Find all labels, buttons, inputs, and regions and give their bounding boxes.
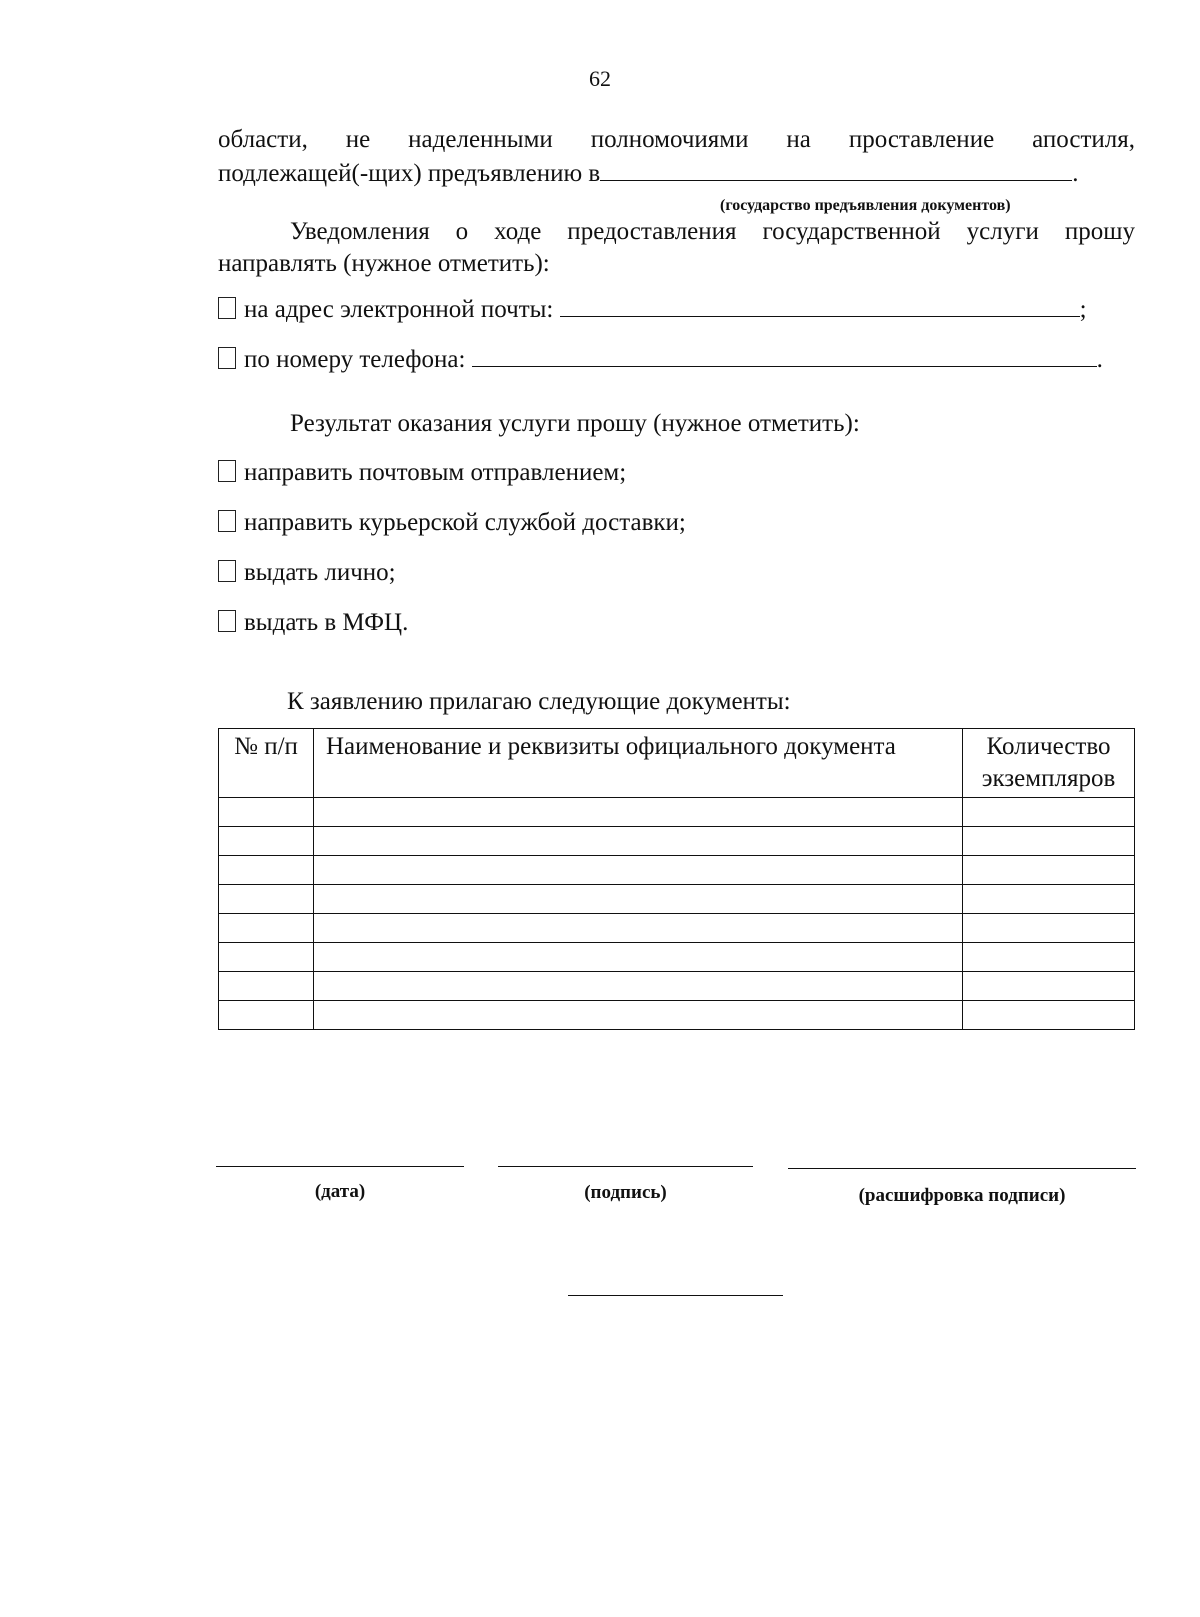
number-cell[interactable] [219, 972, 314, 1001]
result-mfc-label: выдать в МФЦ. [244, 609, 409, 636]
documents-table [218, 728, 1135, 1030]
result-personal-label: выдать лично; [244, 559, 396, 586]
notifications-line-2: направлять (нужное отметить): [218, 250, 550, 277]
table-row [219, 885, 1135, 914]
name-cell[interactable] [314, 856, 963, 885]
result-personal-checkbox[interactable] [218, 560, 236, 582]
name-cell[interactable] [314, 798, 963, 827]
name-cell[interactable] [314, 1001, 963, 1030]
number-cell[interactable] [219, 827, 314, 856]
notify-phone-suffix: . [1096, 346, 1103, 373]
intro-line-2 [218, 156, 1148, 190]
table-row [219, 856, 1135, 885]
name-cell[interactable] [314, 943, 963, 972]
name-cell[interactable] [314, 914, 963, 943]
quantity-cell[interactable] [963, 827, 1135, 856]
name-cell[interactable] [314, 972, 963, 1001]
quantity-cell[interactable] [963, 914, 1135, 943]
intro-line-1: области, не наделенными полномочиями на проставление апостиля, [218, 126, 1135, 153]
number-cell[interactable] [219, 885, 314, 914]
number-cell[interactable] [219, 856, 314, 885]
notify-email-checkbox[interactable] [218, 297, 236, 319]
signature-label: (подпись) [584, 1182, 667, 1203]
notify-email-label: на адрес электронной почты: [244, 296, 554, 323]
signature-line[interactable] [498, 1166, 753, 1167]
notify-phone-label: по номеру телефона: [244, 346, 466, 373]
result-courier-label: направить курьерской службой доставки; [244, 509, 686, 536]
page-number: 62 [589, 66, 611, 91]
table-row [219, 972, 1135, 1001]
quantity-cell[interactable] [963, 856, 1135, 885]
quantity-cell[interactable] [963, 972, 1135, 1001]
result-option-personal [218, 557, 396, 589]
signature-decode-line[interactable] [788, 1168, 1136, 1169]
intro-line-2-prefix: подлежащей(-щих) предъявлению в [218, 160, 601, 187]
table-row [219, 943, 1135, 972]
date-line[interactable] [216, 1166, 464, 1167]
number-cell[interactable] [219, 943, 314, 972]
country-field[interactable] [600, 156, 1072, 181]
table-row [219, 1001, 1135, 1030]
result-mail-checkbox[interactable] [218, 460, 236, 482]
documents-heading: К заявлению прилагаю следующие документы: [287, 688, 791, 715]
documents-body [219, 798, 1135, 1030]
phone-field[interactable] [472, 342, 1097, 367]
email-field[interactable] [560, 292, 1080, 317]
quantity-cell[interactable] [963, 798, 1135, 827]
column-quantity: Количество экземпляров [963, 729, 1135, 798]
notify-phone-option [218, 342, 1103, 376]
notify-email-suffix: ; [1079, 296, 1087, 323]
result-option-mfc [218, 607, 408, 639]
result-option-mail [218, 457, 626, 489]
column-number: № п/п [219, 729, 314, 798]
number-cell[interactable] [219, 914, 314, 943]
name-cell[interactable] [314, 827, 963, 856]
name-cell[interactable] [314, 885, 963, 914]
quantity-cell[interactable] [963, 943, 1135, 972]
column-name: Наименование и реквизиты официального документа [314, 729, 963, 798]
result-courier-checkbox[interactable] [218, 510, 236, 532]
country-hint: (государство предъявления документов) [720, 197, 1011, 214]
date-label: (дата) [314, 1181, 366, 1202]
table-row [219, 827, 1135, 856]
documents-header-row [219, 729, 1135, 798]
notify-phone-checkbox[interactable] [218, 347, 236, 369]
quantity-cell[interactable] [963, 1001, 1135, 1030]
result-option-courier [218, 507, 686, 539]
notifications-line-1: Уведомления о ходе предоставления государственной услуги прошу [290, 218, 1135, 245]
result-heading: Результат оказания услуги прошу (нужное отметить): [290, 410, 860, 437]
result-mail-label: направить почтовым отправлением; [244, 459, 627, 486]
table-row [219, 914, 1135, 943]
number-cell[interactable] [219, 798, 314, 827]
signature-decode-label: (расшифровка подписи) [858, 1185, 1066, 1206]
table-row [219, 798, 1135, 827]
number-cell[interactable] [219, 1001, 314, 1030]
intro-line-2-suffix: . [1072, 160, 1079, 187]
end-separator [568, 1295, 783, 1296]
result-mfc-checkbox[interactable] [218, 610, 236, 632]
quantity-cell[interactable] [963, 885, 1135, 914]
notify-email-option [218, 292, 1087, 326]
